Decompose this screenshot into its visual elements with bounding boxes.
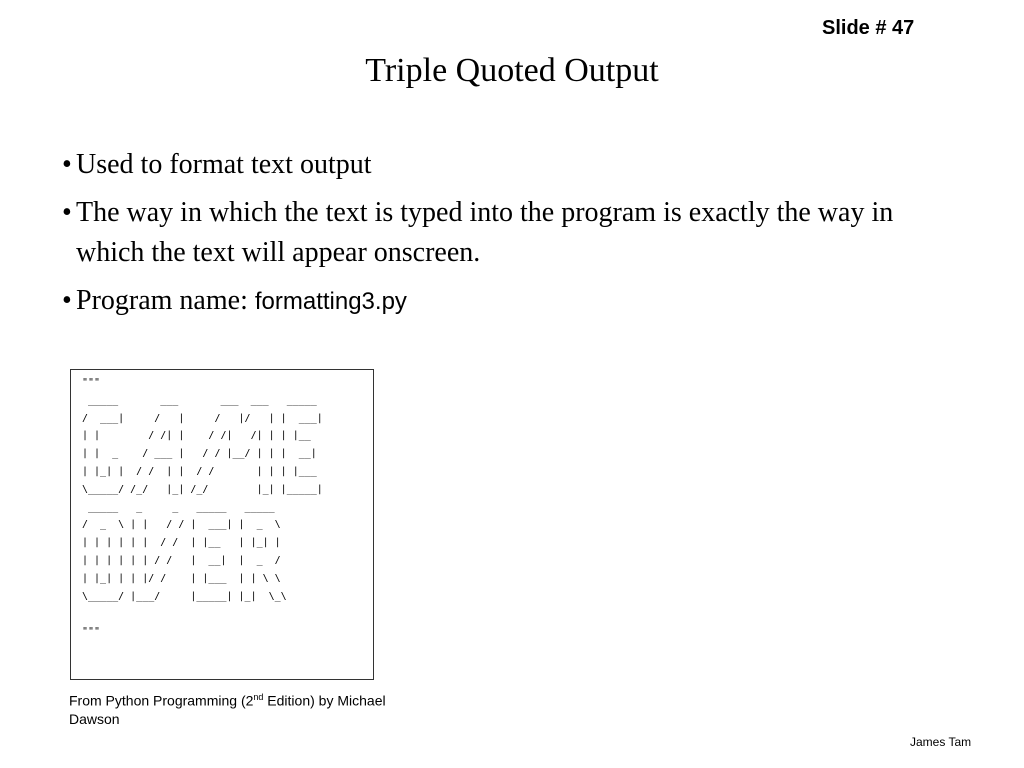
bullet-text: Used to format text output [76,149,372,180]
caption-text-end: Edition) by Michael Dawson [69,692,386,727]
slide-number: Slide # 47 [822,17,915,39]
bullet-item [62,193,942,273]
ascii-art-output: """ _____ ___ ___ ___ _____ / ___| / | / |/ | | ___| | | / /| | / /| /| | | |__ | | _ / ___ | / / |__/ | | | __| | |_| | / / | | / / | | | |___ \_____/ /_/ |_| /_/ |_| |_____| _____ _ _ _____ _____ / _ \ | | / / | ___| | _ \ | | | | | | / / | |__ | |_| | | | | | | | / / | __| | _ / | |_| | | |/ / | |___ | | \ \ \_____/ |___/ |_____| |_| \_\ """ [82,377,323,638]
caption-text-start: From Python Programming (2 [69,692,254,709]
program-filename: formatting3.py [254,288,407,315]
bullet-text: The way in which the text is typed into the program is exactly the way in which the text will appear onscreen. [76,197,894,268]
image-caption [69,688,409,728]
bullet-item [62,145,942,185]
code-output-image [70,369,374,680]
author-footer: James Tam [910,735,972,749]
slide-title: Triple Quoted Output [365,52,659,89]
bullet-item [62,281,942,322]
bullet-list [62,145,942,330]
caption-superscript: nd [253,692,264,702]
bullet-text: Program name: [76,285,255,316]
